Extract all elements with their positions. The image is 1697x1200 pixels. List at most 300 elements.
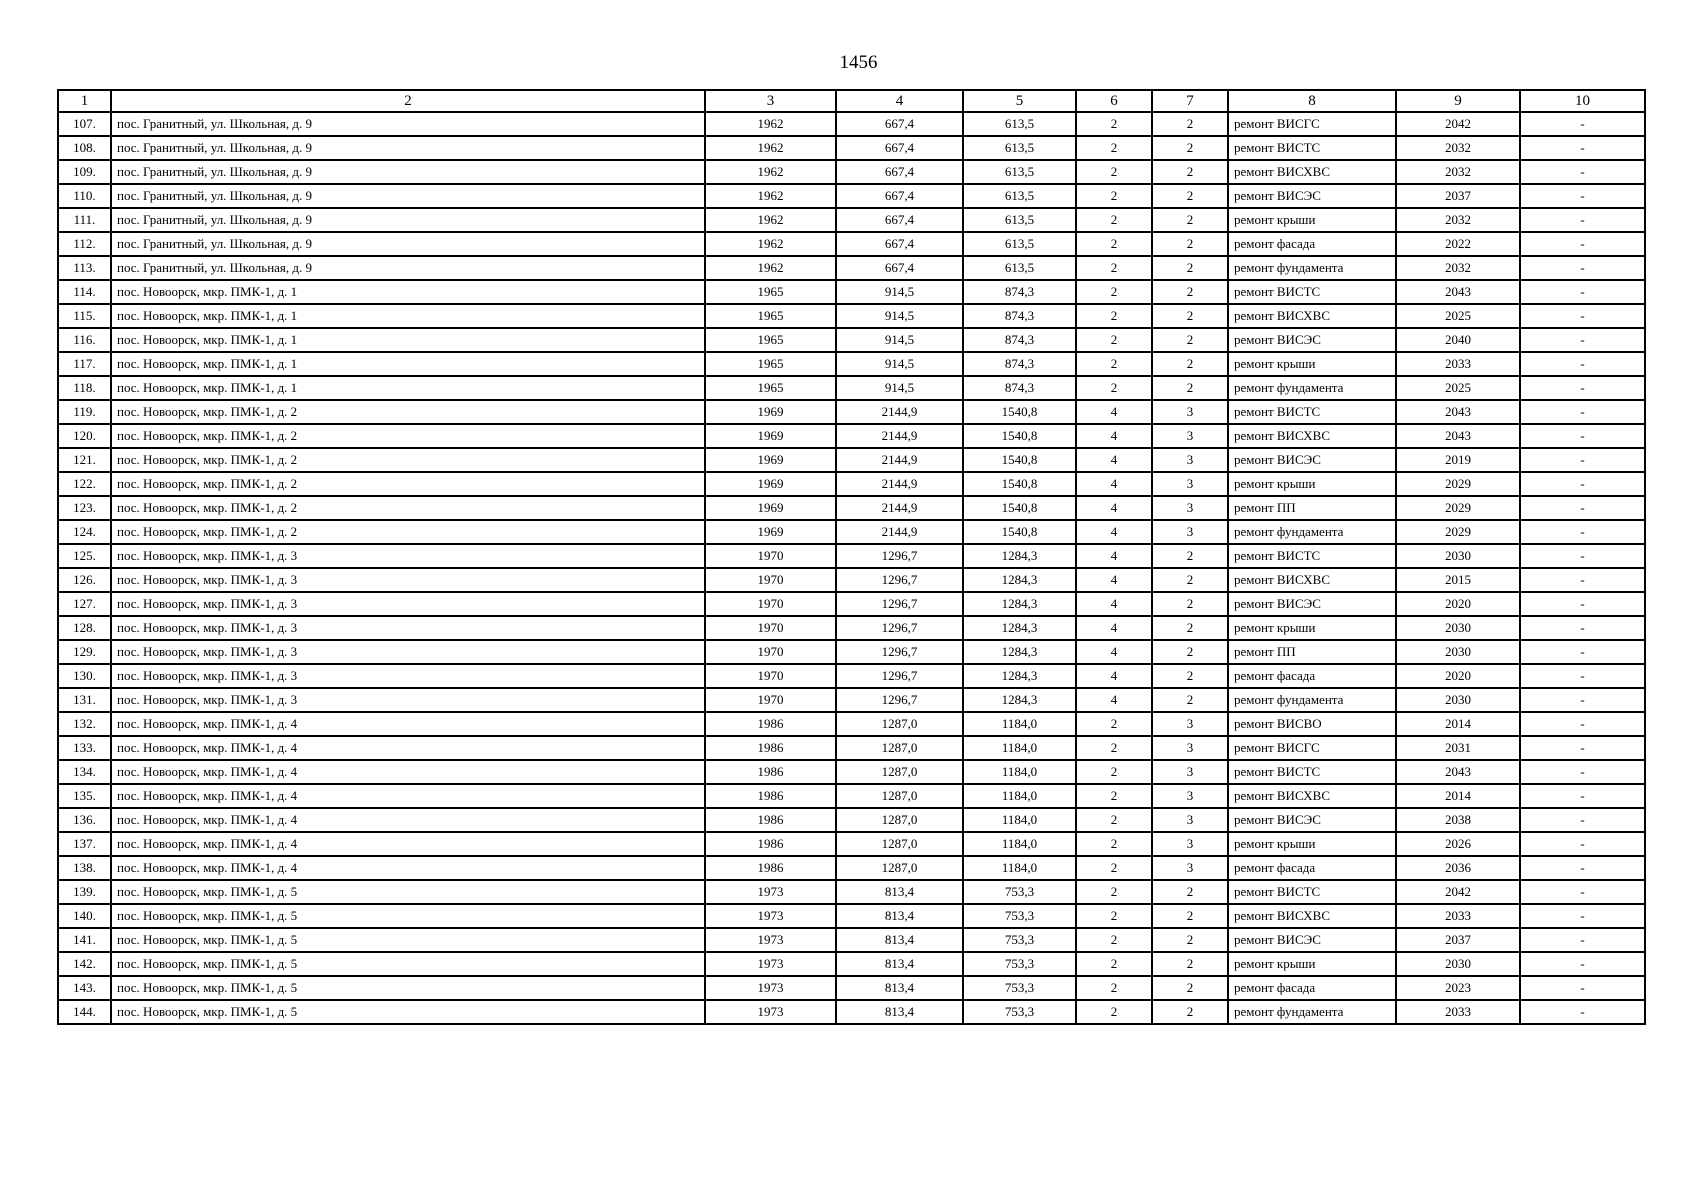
year-built-cell: 1973 [705,928,836,952]
planned-year-cell: 2032 [1396,256,1520,280]
note-cell: - [1520,712,1645,736]
entrances-cell: 2 [1152,928,1228,952]
total-area-cell: 1287,0 [836,808,963,832]
year-built-cell: 1965 [705,280,836,304]
note-cell: - [1520,976,1645,1000]
note-cell: - [1520,760,1645,784]
floors-cell: 2 [1076,328,1152,352]
floors-cell: 2 [1076,736,1152,760]
floors-cell: 2 [1076,856,1152,880]
row-number-cell: 127. [58,592,111,616]
year-built-cell: 1973 [705,1000,836,1024]
work-type-cell: ремонт ВИСХВС [1228,160,1396,184]
year-built-cell: 1970 [705,592,836,616]
year-built-cell: 1986 [705,808,836,832]
work-type-cell: ремонт ВИСЭС [1228,592,1396,616]
note-cell: - [1520,808,1645,832]
year-built-cell: 1962 [705,112,836,136]
table-header-row [58,90,1645,112]
note-cell: - [1520,208,1645,232]
year-built-cell: 1986 [705,784,836,808]
total-area-cell: 2144,9 [836,448,963,472]
work-type-cell: ремонт ВИСЭС [1228,928,1396,952]
row-number-cell: 132. [58,712,111,736]
living-area-cell: 613,5 [963,184,1076,208]
work-type-cell: ремонт ВИСТС [1228,400,1396,424]
col-header-6: 6 [1076,90,1152,112]
work-type-cell: ремонт фасада [1228,664,1396,688]
floors-cell: 4 [1076,592,1152,616]
living-area-cell: 874,3 [963,352,1076,376]
address-cell: пос. Гранитный, ул. Школьная, д. 9 [111,256,705,280]
note-cell: - [1520,112,1645,136]
entrances-cell: 3 [1152,424,1228,448]
row-number-cell: 108. [58,136,111,160]
table-row [58,736,1645,760]
year-built-cell: 1986 [705,832,836,856]
note-cell: - [1520,640,1645,664]
entrances-cell: 2 [1152,592,1228,616]
living-area-cell: 1184,0 [963,808,1076,832]
work-type-cell: ремонт ВИСТС [1228,880,1396,904]
floors-cell: 2 [1076,304,1152,328]
work-type-cell: ремонт ВИСТС [1228,280,1396,304]
living-area-cell: 1284,3 [963,664,1076,688]
row-number-cell: 140. [58,904,111,928]
note-cell: - [1520,424,1645,448]
living-area-cell: 874,3 [963,304,1076,328]
row-number-cell: 131. [58,688,111,712]
row-number-cell: 136. [58,808,111,832]
address-cell: пос. Новоорск, мкр. ПМК-1, д. 5 [111,880,705,904]
address-cell: пос. Новоорск, мкр. ПМК-1, д. 3 [111,664,705,688]
planned-year-cell: 2032 [1396,208,1520,232]
year-built-cell: 1969 [705,448,836,472]
floors-cell: 4 [1076,424,1152,448]
row-number-cell: 137. [58,832,111,856]
note-cell: - [1520,160,1645,184]
table-body [58,112,1645,1024]
living-area-cell: 1540,8 [963,448,1076,472]
row-number-cell: 130. [58,664,111,688]
address-cell: пос. Новоорск, мкр. ПМК-1, д. 3 [111,544,705,568]
planned-year-cell: 2032 [1396,136,1520,160]
work-type-cell: ремонт ПП [1228,640,1396,664]
note-cell: - [1520,448,1645,472]
floors-cell: 4 [1076,544,1152,568]
floors-cell: 4 [1076,616,1152,640]
year-built-cell: 1973 [705,904,836,928]
total-area-cell: 2144,9 [836,496,963,520]
year-built-cell: 1962 [705,256,836,280]
entrances-cell: 2 [1152,328,1228,352]
work-type-cell: ремонт ВИСХВС [1228,424,1396,448]
table-row [58,712,1645,736]
work-type-cell: ремонт фасада [1228,856,1396,880]
table-row [58,832,1645,856]
row-number-cell: 133. [58,736,111,760]
col-header-1: 1 [58,90,111,112]
year-built-cell: 1970 [705,544,836,568]
row-number-cell: 119. [58,400,111,424]
year-built-cell: 1965 [705,304,836,328]
work-type-cell: ремонт ВИСТС [1228,136,1396,160]
col-header-5: 5 [963,90,1076,112]
note-cell: - [1520,928,1645,952]
total-area-cell: 1296,7 [836,592,963,616]
row-number-cell: 114. [58,280,111,304]
total-area-cell: 667,4 [836,208,963,232]
note-cell: - [1520,544,1645,568]
work-type-cell: ремонт крыши [1228,832,1396,856]
floors-cell: 2 [1076,232,1152,256]
living-area-cell: 613,5 [963,208,1076,232]
table-row [58,136,1645,160]
total-area-cell: 667,4 [836,256,963,280]
planned-year-cell: 2043 [1396,280,1520,304]
entrances-cell: 2 [1152,544,1228,568]
planned-year-cell: 2033 [1396,904,1520,928]
floors-cell: 2 [1076,136,1152,160]
row-number-cell: 122. [58,472,111,496]
work-type-cell: ремонт ВИСЭС [1228,808,1396,832]
table-row [58,688,1645,712]
floors-cell: 2 [1076,976,1152,1000]
total-area-cell: 667,4 [836,112,963,136]
year-built-cell: 1962 [705,184,836,208]
total-area-cell: 914,5 [836,328,963,352]
work-type-cell: ремонт фундамента [1228,1000,1396,1024]
table-row [58,976,1645,1000]
col-header-3: 3 [705,90,836,112]
address-cell: пос. Новоорск, мкр. ПМК-1, д. 4 [111,808,705,832]
planned-year-cell: 2023 [1396,976,1520,1000]
total-area-cell: 813,4 [836,1000,963,1024]
work-type-cell: ремонт ВИСЭС [1228,328,1396,352]
address-cell: пос. Новоорск, мкр. ПМК-1, д. 5 [111,928,705,952]
living-area-cell: 1184,0 [963,736,1076,760]
note-cell: - [1520,328,1645,352]
table-row [58,616,1645,640]
total-area-cell: 1296,7 [836,640,963,664]
living-area-cell: 1284,3 [963,568,1076,592]
floors-cell: 4 [1076,640,1152,664]
entrances-cell: 3 [1152,520,1228,544]
planned-year-cell: 2030 [1396,688,1520,712]
total-area-cell: 1296,7 [836,664,963,688]
total-area-cell: 1296,7 [836,568,963,592]
planned-year-cell: 2020 [1396,664,1520,688]
floors-cell: 4 [1076,496,1152,520]
entrances-cell: 3 [1152,784,1228,808]
table-row [58,808,1645,832]
entrances-cell: 2 [1152,688,1228,712]
row-number-cell: 124. [58,520,111,544]
address-cell: пос. Новоорск, мкр. ПМК-1, д. 3 [111,640,705,664]
work-type-cell: ремонт ВИСЭС [1228,184,1396,208]
address-cell: пос. Новоорск, мкр. ПМК-1, д. 2 [111,400,705,424]
floors-cell: 2 [1076,1000,1152,1024]
row-number-cell: 112. [58,232,111,256]
table-row [58,1000,1645,1024]
address-cell: пос. Гранитный, ул. Школьная, д. 9 [111,208,705,232]
living-area-cell: 753,3 [963,1000,1076,1024]
floors-cell: 4 [1076,400,1152,424]
table-row [58,784,1645,808]
year-built-cell: 1986 [705,856,836,880]
planned-year-cell: 2019 [1396,448,1520,472]
entrances-cell: 3 [1152,832,1228,856]
entrances-cell: 3 [1152,760,1228,784]
row-number-cell: 125. [58,544,111,568]
year-built-cell: 1970 [705,640,836,664]
address-cell: пос. Новоорск, мкр. ПМК-1, д. 4 [111,856,705,880]
table-row [58,760,1645,784]
table-row [58,424,1645,448]
entrances-cell: 3 [1152,736,1228,760]
year-built-cell: 1965 [705,328,836,352]
planned-year-cell: 2025 [1396,304,1520,328]
planned-year-cell: 2033 [1396,1000,1520,1024]
address-cell: пос. Новоорск, мкр. ПМК-1, д. 1 [111,304,705,328]
address-cell: пос. Новоорск, мкр. ПМК-1, д. 2 [111,520,705,544]
floors-cell: 4 [1076,472,1152,496]
floors-cell: 2 [1076,928,1152,952]
work-type-cell: ремонт ПП [1228,496,1396,520]
entrances-cell: 2 [1152,568,1228,592]
col-header-7: 7 [1152,90,1228,112]
col-header-9: 9 [1396,90,1520,112]
year-built-cell: 1969 [705,424,836,448]
entrances-cell: 3 [1152,472,1228,496]
year-built-cell: 1986 [705,736,836,760]
address-cell: пос. Новоорск, мкр. ПМК-1, д. 2 [111,472,705,496]
work-type-cell: ремонт ВИСХВС [1228,304,1396,328]
entrances-cell: 2 [1152,616,1228,640]
table-row [58,904,1645,928]
entrances-cell: 3 [1152,496,1228,520]
total-area-cell: 1287,0 [836,760,963,784]
entrances-cell: 2 [1152,352,1228,376]
table-row [58,856,1645,880]
total-area-cell: 914,5 [836,352,963,376]
work-type-cell: ремонт ВИСВО [1228,712,1396,736]
total-area-cell: 667,4 [836,136,963,160]
floors-cell: 2 [1076,712,1152,736]
entrances-cell: 2 [1152,208,1228,232]
address-cell: пос. Гранитный, ул. Школьная, д. 9 [111,232,705,256]
note-cell: - [1520,400,1645,424]
work-type-cell: ремонт крыши [1228,208,1396,232]
total-area-cell: 914,5 [836,376,963,400]
planned-year-cell: 2026 [1396,832,1520,856]
note-cell: - [1520,496,1645,520]
address-cell: пос. Новоорск, мкр. ПМК-1, д. 4 [111,832,705,856]
table-row [58,160,1645,184]
living-area-cell: 1284,3 [963,592,1076,616]
note-cell: - [1520,256,1645,280]
address-cell: пос. Новоорск, мкр. ПМК-1, д. 2 [111,424,705,448]
table-row [58,352,1645,376]
address-cell: пос. Гранитный, ул. Школьная, д. 9 [111,112,705,136]
address-cell: пос. Новоорск, мкр. ПМК-1, д. 1 [111,328,705,352]
planned-year-cell: 2042 [1396,880,1520,904]
col-header-8: 8 [1228,90,1396,112]
living-area-cell: 1184,0 [963,712,1076,736]
table-row [58,496,1645,520]
entrances-cell: 2 [1152,112,1228,136]
col-header-2: 2 [111,90,705,112]
year-built-cell: 1962 [705,136,836,160]
total-area-cell: 1287,0 [836,736,963,760]
row-number-cell: 139. [58,880,111,904]
planned-year-cell: 2025 [1396,376,1520,400]
planned-year-cell: 2029 [1396,472,1520,496]
total-area-cell: 813,4 [836,904,963,928]
planned-year-cell: 2030 [1396,952,1520,976]
year-built-cell: 1973 [705,952,836,976]
row-number-cell: 135. [58,784,111,808]
table-row [58,880,1645,904]
work-type-cell: ремонт ВИСГС [1228,736,1396,760]
planned-year-cell: 2029 [1396,496,1520,520]
year-built-cell: 1970 [705,688,836,712]
table-row [58,520,1645,544]
work-type-cell: ремонт ВИСТС [1228,760,1396,784]
entrances-cell: 2 [1152,880,1228,904]
living-area-cell: 1184,0 [963,760,1076,784]
total-area-cell: 813,4 [836,976,963,1000]
note-cell: - [1520,568,1645,592]
living-area-cell: 753,3 [963,880,1076,904]
entrances-cell: 2 [1152,280,1228,304]
table-row [58,304,1645,328]
total-area-cell: 813,4 [836,952,963,976]
table-row [58,640,1645,664]
table-row [58,208,1645,232]
row-number-cell: 110. [58,184,111,208]
table-row [58,280,1645,304]
work-type-cell: ремонт фасада [1228,232,1396,256]
total-area-cell: 2144,9 [836,400,963,424]
address-cell: пос. Новоорск, мкр. ПМК-1, д. 4 [111,784,705,808]
total-area-cell: 1287,0 [836,832,963,856]
planned-year-cell: 2014 [1396,784,1520,808]
living-area-cell: 753,3 [963,976,1076,1000]
total-area-cell: 813,4 [836,928,963,952]
address-cell: пос. Новоорск, мкр. ПМК-1, д. 1 [111,376,705,400]
row-number-cell: 115. [58,304,111,328]
row-number-cell: 126. [58,568,111,592]
floors-cell: 2 [1076,832,1152,856]
total-area-cell: 1296,7 [836,544,963,568]
table-row [58,256,1645,280]
total-area-cell: 2144,9 [836,472,963,496]
living-area-cell: 1540,8 [963,472,1076,496]
note-cell: - [1520,280,1645,304]
floors-cell: 4 [1076,448,1152,472]
note-cell: - [1520,664,1645,688]
address-cell: пос. Новоорск, мкр. ПМК-1, д. 4 [111,760,705,784]
note-cell: - [1520,1000,1645,1024]
planned-year-cell: 2043 [1396,400,1520,424]
address-cell: пос. Новоорск, мкр. ПМК-1, д. 4 [111,712,705,736]
address-cell: пос. Новоорск, мкр. ПМК-1, д. 3 [111,616,705,640]
living-area-cell: 874,3 [963,280,1076,304]
col-header-10: 10 [1520,90,1645,112]
row-number-cell: 123. [58,496,111,520]
planned-year-cell: 2037 [1396,928,1520,952]
floors-cell: 2 [1076,376,1152,400]
year-built-cell: 1969 [705,520,836,544]
living-area-cell: 1540,8 [963,400,1076,424]
table-row [58,568,1645,592]
floors-cell: 4 [1076,568,1152,592]
total-area-cell: 1296,7 [836,688,963,712]
living-area-cell: 1184,0 [963,832,1076,856]
living-area-cell: 1540,8 [963,424,1076,448]
note-cell: - [1520,232,1645,256]
living-area-cell: 613,5 [963,112,1076,136]
entrances-cell: 2 [1152,184,1228,208]
year-built-cell: 1973 [705,976,836,1000]
living-area-cell: 753,3 [963,904,1076,928]
work-type-cell: ремонт ВИСХВС [1228,568,1396,592]
year-built-cell: 1962 [705,160,836,184]
planned-year-cell: 2037 [1396,184,1520,208]
total-area-cell: 914,5 [836,304,963,328]
entrances-cell: 2 [1152,952,1228,976]
planned-year-cell: 2043 [1396,424,1520,448]
table-row [58,184,1645,208]
row-number-cell: 121. [58,448,111,472]
note-cell: - [1520,688,1645,712]
planned-year-cell: 2031 [1396,736,1520,760]
table-row [58,112,1645,136]
planned-year-cell: 2014 [1396,712,1520,736]
row-number-cell: 141. [58,928,111,952]
work-type-cell: ремонт ВИСТС [1228,544,1396,568]
note-cell: - [1520,904,1645,928]
living-area-cell: 874,3 [963,376,1076,400]
address-cell: пос. Гранитный, ул. Школьная, д. 9 [111,136,705,160]
row-number-cell: 120. [58,424,111,448]
floors-cell: 2 [1076,880,1152,904]
table-row [58,400,1645,424]
note-cell: - [1520,472,1645,496]
work-type-cell: ремонт фундамента [1228,256,1396,280]
living-area-cell: 1540,8 [963,496,1076,520]
total-area-cell: 667,4 [836,160,963,184]
table-row [58,448,1645,472]
note-cell: - [1520,736,1645,760]
living-area-cell: 613,5 [963,160,1076,184]
year-built-cell: 1969 [705,496,836,520]
row-number-cell: 142. [58,952,111,976]
table-row [58,928,1645,952]
work-type-cell: ремонт крыши [1228,472,1396,496]
year-built-cell: 1970 [705,616,836,640]
address-cell: пос. Новоорск, мкр. ПМК-1, д. 1 [111,280,705,304]
table-row [58,232,1645,256]
row-number-cell: 107. [58,112,111,136]
table-row [58,592,1645,616]
note-cell: - [1520,880,1645,904]
note-cell: - [1520,376,1645,400]
address-cell: пос. Новоорск, мкр. ПМК-1, д. 5 [111,952,705,976]
page-number: 1456 [839,52,878,73]
address-cell: пос. Новоорск, мкр. ПМК-1, д. 5 [111,976,705,1000]
